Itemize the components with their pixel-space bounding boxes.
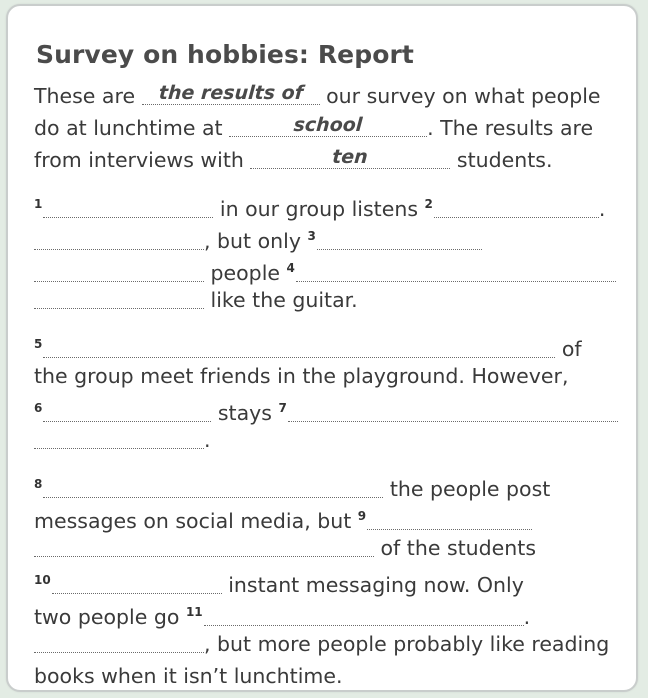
text-line	[34, 360, 568, 392]
answer-blank-2-cont[interactable]	[34, 228, 204, 248]
text-segment: from interviews with	[34, 148, 251, 172]
gap-number: 8	[34, 477, 43, 491]
answer-blank-2[interactable]	[434, 196, 599, 216]
text-line	[34, 660, 343, 692]
answer-blank-9[interactable]	[367, 508, 532, 528]
answer-blank-7-cont[interactable]	[34, 427, 204, 447]
answer-blank-10[interactable]	[52, 572, 222, 592]
answer-blank-11-cont[interactable]	[34, 631, 204, 651]
text-line	[34, 144, 553, 176]
gap-number: 7	[278, 401, 287, 415]
text-line	[34, 252, 616, 284]
gap-number: 3	[307, 229, 316, 243]
text-segment: people	[204, 261, 287, 285]
text-segment: . The results are	[427, 116, 594, 140]
answer-blank-4[interactable]	[296, 260, 616, 280]
gap-number: 10	[34, 573, 51, 587]
text-line	[34, 500, 532, 532]
gap-number: 9	[357, 509, 367, 523]
text-segment: do at lunchtime at	[34, 116, 230, 140]
text-segment: like the guitar.	[204, 288, 358, 312]
text-segment: messages on social media, but	[34, 509, 358, 533]
text-line	[34, 424, 211, 456]
text-segment: students.	[450, 148, 553, 172]
answer-blank[interactable]	[142, 83, 320, 103]
text-line	[34, 628, 609, 660]
text-line	[34, 392, 618, 424]
text-segment: two people go	[34, 605, 186, 629]
text-line	[34, 532, 536, 564]
gap-number: 2	[424, 197, 433, 211]
text-segment: instant messaging now. Only	[221, 573, 524, 597]
answer-blank-1[interactable]	[43, 196, 213, 216]
gap-number: 11	[185, 605, 203, 619]
gap-number: 4	[286, 261, 295, 275]
answer-text: school	[292, 114, 364, 136]
page-title: Survey on hobbies: Report	[36, 40, 414, 69]
text-line	[34, 284, 358, 316]
answer-blank-8[interactable]	[43, 476, 383, 496]
answer-blank-9-cont[interactable]	[34, 535, 374, 555]
answer-blank[interactable]	[229, 115, 427, 135]
report-card	[6, 4, 638, 692]
text-segment: books when it isn’t lunchtime.	[34, 664, 343, 688]
text-segment: of	[555, 337, 582, 361]
text-segment: the people post	[383, 477, 551, 501]
text-line	[34, 188, 605, 220]
text-line	[34, 220, 482, 252]
answer-blank-11[interactable]	[204, 604, 524, 624]
text-line	[34, 112, 593, 144]
text-segment: .	[598, 197, 606, 221]
answer-text: the results of	[157, 82, 304, 104]
answer-blank[interactable]	[250, 147, 450, 167]
answer-blank-4-cont[interactable]	[34, 287, 204, 307]
text-segment: our survey on what people	[319, 84, 601, 108]
text-segment: stays	[211, 401, 279, 425]
text-line	[34, 564, 524, 596]
text-segment: , but more people probably like reading	[204, 632, 610, 656]
answer-blank-6[interactable]	[43, 400, 211, 420]
answer-blank-3[interactable]	[317, 228, 482, 248]
gap-number: 6	[34, 401, 43, 415]
text-segment: .	[523, 605, 531, 629]
text-line	[34, 328, 582, 360]
answer-blank-3-cont[interactable]	[34, 260, 204, 280]
text-segment: These are	[34, 84, 142, 108]
gap-number: 5	[34, 337, 43, 351]
text-segment: , but only	[204, 229, 308, 253]
text-line	[34, 468, 550, 500]
answer-text: ten	[331, 146, 369, 168]
gap-number: 1	[34, 197, 43, 211]
text-line	[34, 80, 601, 112]
text-segment: in our group listens	[213, 197, 425, 221]
text-line	[34, 596, 530, 628]
text-segment: the group meet friends in the playground. However,	[34, 364, 569, 388]
text-segment: of the students	[374, 536, 536, 560]
answer-blank-5[interactable]	[43, 336, 555, 356]
text-segment: .	[204, 428, 211, 452]
answer-blank-7[interactable]	[288, 400, 618, 420]
